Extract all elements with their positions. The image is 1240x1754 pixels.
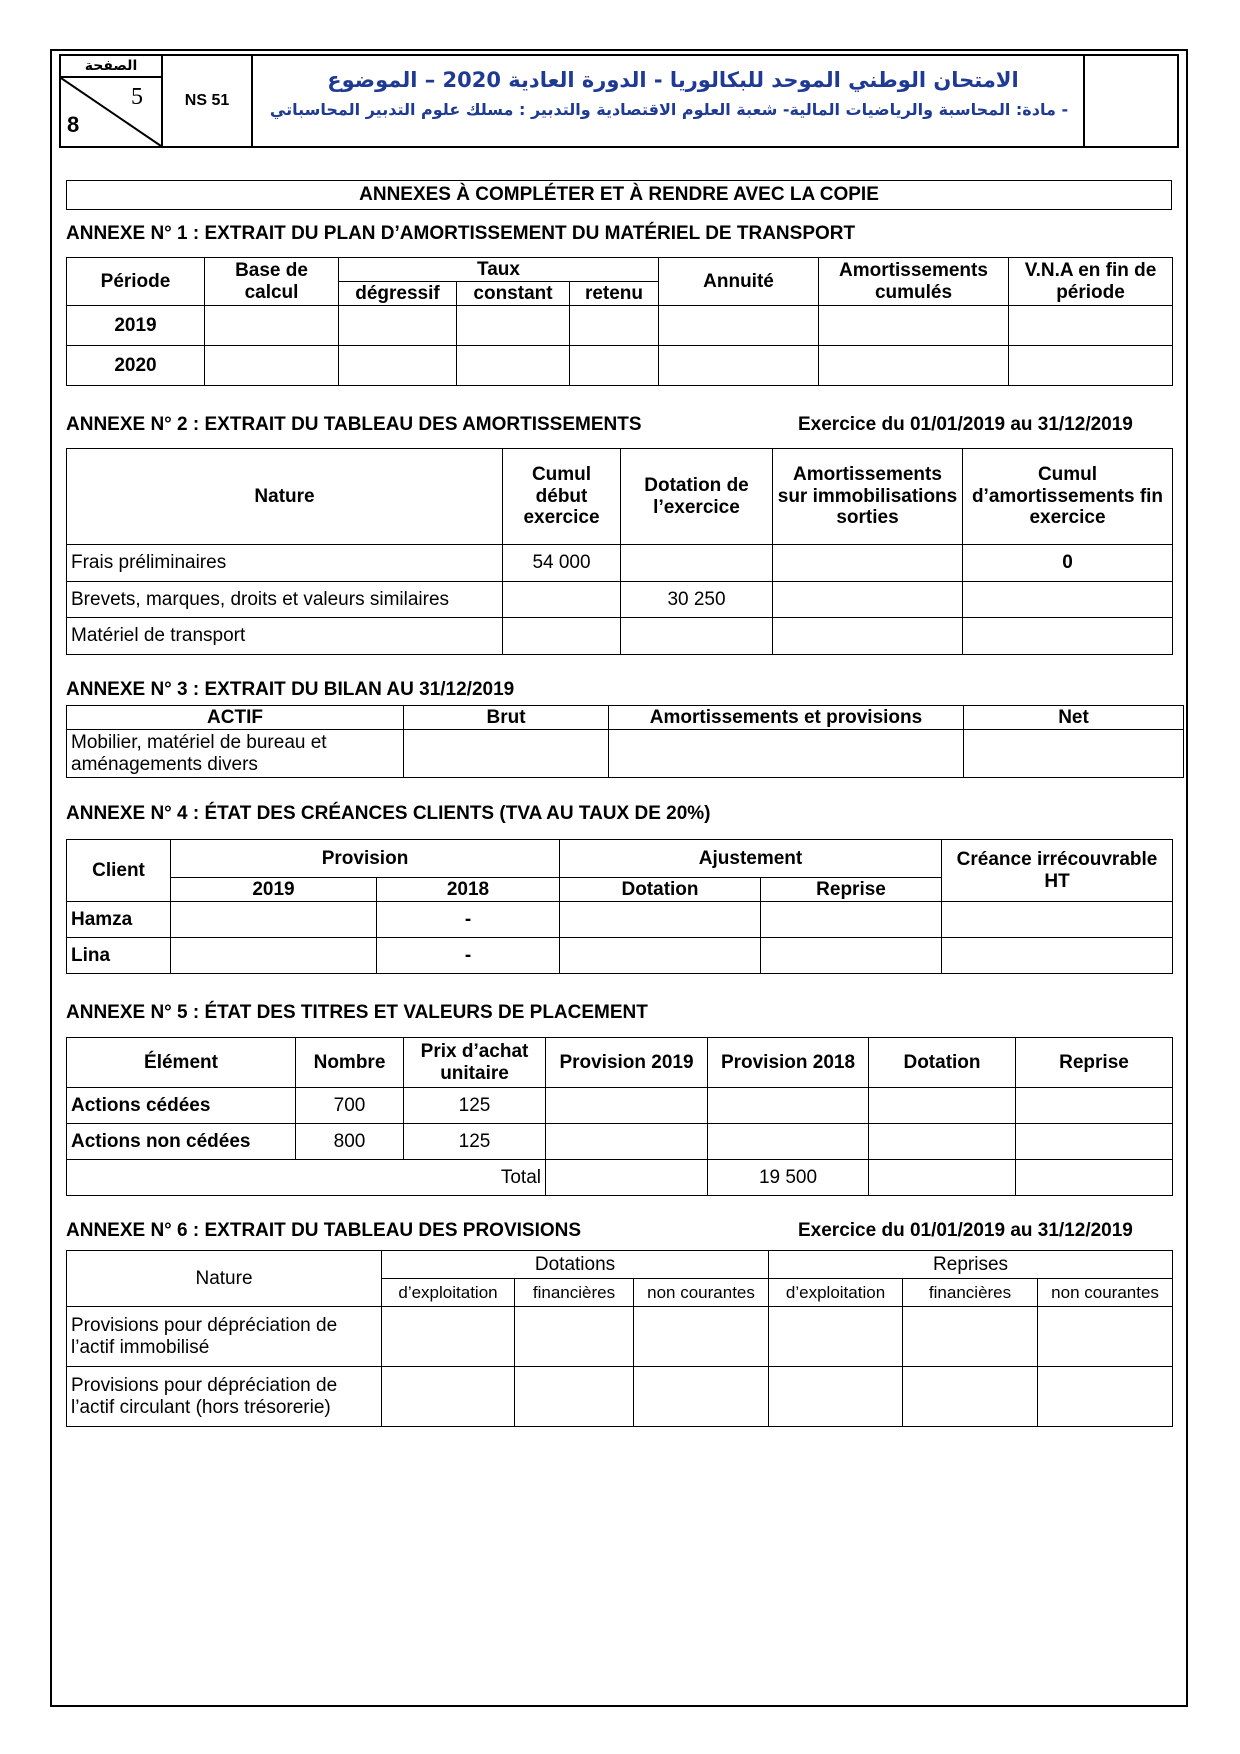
a2-cumul-debut[interactable] xyxy=(503,582,621,618)
a5-h-element: Élément xyxy=(67,1038,296,1088)
a6-row1-nature: Provisions pour dépréciation de l’actif immobilisé xyxy=(67,1307,382,1367)
a6-h-nature: Nature xyxy=(67,1251,382,1307)
a4-client: Lina xyxy=(67,938,171,974)
a5-h-prov2019: Provision 2019 xyxy=(546,1038,708,1088)
annexe2-exercice: Exercice du 01/01/2019 au 31/12/2019 xyxy=(798,414,1133,435)
table-row xyxy=(67,545,1173,582)
a2-cumul-debut: 54 000 xyxy=(503,545,621,582)
a1-cell[interactable] xyxy=(819,306,1009,346)
a1-h-constant: constant xyxy=(457,282,570,306)
annexe3-table xyxy=(66,705,1184,778)
a6-cell[interactable] xyxy=(515,1307,634,1367)
a5-cell[interactable] xyxy=(869,1088,1016,1124)
a3-amort[interactable] xyxy=(609,730,964,778)
header-title-line1: الامتحان الوطني الموحد للبكالوريا - الدورة العادية 2020 – الموضوع xyxy=(327,68,1019,92)
a1-cell[interactable] xyxy=(457,306,570,346)
a6-row2-nature: Provisions pour dépréciation de l’actif circulant (hors trésorerie) xyxy=(67,1367,382,1427)
a1-cell[interactable] xyxy=(205,306,339,346)
annexe5-table xyxy=(66,1037,1173,1196)
a5-nombre: 700 xyxy=(296,1088,404,1124)
annexe1-title: ANNEXE N° 1 : EXTRAIT DU PLAN D’AMORTISSEMENT DU MATÉRIEL DE TRANSPORT xyxy=(66,223,856,244)
a3-h-actif: ACTIF xyxy=(67,706,404,730)
a2-cumul-fin[interactable] xyxy=(963,618,1173,655)
a4-cell[interactable] xyxy=(171,902,377,938)
a4-cell[interactable] xyxy=(761,938,942,974)
annexe3-title: ANNEXE N° 3 : EXTRAIT DU BILAN AU 31/12/2019 xyxy=(66,679,515,700)
a3-h-amort: Amortissements et provisions xyxy=(609,706,964,730)
header-title-line2: - مادة: المحاسبة والرياضيات المالية- شعبة العلوم الاقتصادية والتدبير : مسلك علوم التدبير المحاسباتي xyxy=(269,100,1069,119)
a4-h-2018: 2018 xyxy=(377,878,560,902)
a5-element: Actions non cédées xyxy=(67,1124,296,1160)
table-row xyxy=(67,1160,1173,1196)
annexe6-table xyxy=(66,1250,1173,1427)
a5-total-dotation[interactable] xyxy=(869,1160,1016,1196)
a5-cell[interactable] xyxy=(708,1088,869,1124)
table-row xyxy=(67,1124,1173,1160)
a5-total-prov2018: 19 500 xyxy=(708,1160,869,1196)
a5-cell[interactable] xyxy=(1016,1124,1173,1160)
table-row xyxy=(67,306,1173,346)
a3-net[interactable] xyxy=(964,730,1184,778)
a3-actif-label xyxy=(67,730,404,778)
a1-h-retenu: retenu xyxy=(570,282,659,306)
a2-cumul-debut[interactable] xyxy=(503,618,621,655)
a6-h-reprises: Reprises xyxy=(769,1251,1173,1279)
a5-cell[interactable] xyxy=(708,1124,869,1160)
a4-h-reprise: Reprise xyxy=(761,878,942,902)
a2-h-nature: Nature xyxy=(67,449,503,545)
a1-h-degressif: dégressif xyxy=(339,282,457,306)
a5-cell[interactable] xyxy=(869,1124,1016,1160)
a4-cell[interactable] xyxy=(942,938,1173,974)
a5-total-prov2019[interactable] xyxy=(546,1160,708,1196)
annexes-banner: ANNEXES À COMPLÉTER ET À RENDRE AVEC LA COPIE xyxy=(66,180,1172,210)
a2-sorties[interactable] xyxy=(773,545,963,582)
a2-nature: Frais préliminaires xyxy=(67,545,503,582)
exam-code: NS 51 xyxy=(163,56,253,146)
a2-h-cumul-fin: Cumul d’amortissements fin exercice xyxy=(963,449,1173,545)
a5-cell[interactable] xyxy=(1016,1088,1173,1124)
a1-cell[interactable] xyxy=(659,346,819,386)
a4-client: Hamza xyxy=(67,902,171,938)
table-row xyxy=(67,582,1173,618)
annexe2-table xyxy=(66,448,1173,655)
page-box xyxy=(61,56,163,146)
a4-p2018: - xyxy=(377,902,560,938)
a1-cell[interactable] xyxy=(1009,346,1173,386)
a6-h-dot-non-courantes: non courantes xyxy=(634,1279,769,1307)
a5-h-dotation: Dotation xyxy=(869,1038,1016,1088)
table-row xyxy=(67,902,1173,938)
a6-h-rep-non-courantes: non courantes xyxy=(1038,1279,1173,1307)
a3-actif-line2: aménagements divers xyxy=(71,753,258,775)
a2-cumul-fin[interactable] xyxy=(963,582,1173,618)
a5-prix: 125 xyxy=(404,1088,546,1124)
page-number: 5 xyxy=(131,84,143,110)
a3-h-net: Net xyxy=(964,706,1184,730)
table-row xyxy=(67,1307,1173,1367)
table-row xyxy=(67,1367,1173,1427)
a4-h-client: Client xyxy=(67,840,171,902)
a2-nature: Matériel de transport xyxy=(67,618,503,655)
a1-h-vna: V.N.A en fin de période xyxy=(1009,258,1173,306)
a2-cumul-fin: 0 xyxy=(963,545,1173,582)
a2-sorties[interactable] xyxy=(773,582,963,618)
a1-cell[interactable] xyxy=(570,306,659,346)
table-row xyxy=(67,730,1184,778)
annexe6-exercice: Exercice du 01/01/2019 au 31/12/2019 xyxy=(798,1220,1133,1241)
a2-h-cumul-debut: Cumul début exercice xyxy=(503,449,621,545)
annexe2-title: ANNEXE N° 2 : EXTRAIT DU TABLEAU DES AMORTISSEMENTS xyxy=(66,414,642,435)
a2-dotation: 30 250 xyxy=(621,582,773,618)
a6-cell[interactable] xyxy=(769,1367,903,1427)
a6-h-dot-financieres: financières xyxy=(515,1279,634,1307)
a4-h-2019: 2019 xyxy=(171,878,377,902)
a6-h-dot-exploitation: d’exploitation xyxy=(382,1279,515,1307)
a1-h-base: Base de calcul xyxy=(205,258,339,306)
a4-p2018: - xyxy=(377,938,560,974)
a6-h-rep-exploitation: d’exploitation xyxy=(769,1279,903,1307)
a1-periode: 2020 xyxy=(67,346,205,386)
a6-cell[interactable] xyxy=(382,1367,515,1427)
a5-nombre: 800 xyxy=(296,1124,404,1160)
a1-cell[interactable] xyxy=(339,346,457,386)
a1-h-amort: Amortissements cumulés xyxy=(819,258,1009,306)
a1-h-taux: Taux xyxy=(339,258,659,282)
a4-cell[interactable] xyxy=(560,938,761,974)
a1-cell[interactable] xyxy=(1009,306,1173,346)
a3-actif-line1: Mobilier, matériel de bureau et xyxy=(71,731,327,753)
a6-h-rep-financieres: financières xyxy=(903,1279,1038,1307)
page-label: الصفحة xyxy=(61,56,161,78)
a1-cell[interactable] xyxy=(659,306,819,346)
a5-prix: 125 xyxy=(404,1124,546,1160)
a5-total-label: Total xyxy=(67,1160,546,1196)
a3-brut[interactable] xyxy=(404,730,609,778)
a6-cell[interactable] xyxy=(903,1307,1038,1367)
a5-total-reprise[interactable] xyxy=(1016,1160,1173,1196)
a6-cell[interactable] xyxy=(515,1367,634,1427)
a6-cell[interactable] xyxy=(382,1307,515,1367)
annexe1-table xyxy=(66,257,1173,386)
annexe6-title: ANNEXE N° 6 : EXTRAIT DU TABLEAU DES PROVISIONS xyxy=(66,1220,582,1241)
a6-cell[interactable] xyxy=(634,1307,769,1367)
a4-h-provision: Provision xyxy=(171,840,560,878)
a2-h-sorties: Amortissements sur immobilisations sorties xyxy=(773,449,963,545)
a5-h-prov2018: Provision 2018 xyxy=(708,1038,869,1088)
a5-element: Actions cédées xyxy=(67,1088,296,1124)
a5-h-prix: Prix d’achat unitaire xyxy=(404,1038,546,1088)
table-row xyxy=(67,618,1173,655)
a2-dotation[interactable] xyxy=(621,618,773,655)
a1-cell[interactable] xyxy=(457,346,570,386)
a2-nature: Brevets, marques, droits et valeurs similaires xyxy=(67,582,503,618)
a6-cell[interactable] xyxy=(769,1307,903,1367)
a4-h-dotation: Dotation xyxy=(560,878,761,902)
a1-cell[interactable] xyxy=(339,306,457,346)
a2-dotation[interactable] xyxy=(621,545,773,582)
a6-cell[interactable] xyxy=(903,1367,1038,1427)
annexe4-title: ANNEXE N° 4 : ÉTAT DES CRÉANCES CLIENTS (TVA AU TAUX DE 20%) xyxy=(66,803,711,824)
a1-h-periode: Période xyxy=(67,258,205,306)
a1-cell[interactable] xyxy=(205,346,339,386)
a1-cell[interactable] xyxy=(570,346,659,386)
a6-cell[interactable] xyxy=(1038,1367,1173,1427)
page-header xyxy=(59,54,1179,148)
a5-cell[interactable] xyxy=(546,1088,708,1124)
a5-h-reprise: Reprise xyxy=(1016,1038,1173,1088)
a4-cell[interactable] xyxy=(171,938,377,974)
table-row xyxy=(67,346,1173,386)
table-row xyxy=(67,1088,1173,1124)
a5-h-nombre: Nombre xyxy=(296,1038,404,1088)
a5-cell[interactable] xyxy=(546,1124,708,1160)
a6-h-dotations: Dotations xyxy=(382,1251,769,1279)
a6-cell[interactable] xyxy=(634,1367,769,1427)
page-total: 8 xyxy=(67,112,80,137)
a3-h-brut: Brut xyxy=(404,706,609,730)
a2-h-dotation: Dotation de l’exercice xyxy=(621,449,773,545)
a4-cell[interactable] xyxy=(560,902,761,938)
a1-h-annuite: Annuité xyxy=(659,258,819,306)
a4-cell[interactable] xyxy=(761,902,942,938)
a2-sorties[interactable] xyxy=(773,618,963,655)
a4-h-creance: Créance irrécouvrable HT xyxy=(942,840,1173,902)
a4-h-ajustement: Ajustement xyxy=(560,840,942,878)
a4-cell[interactable] xyxy=(942,902,1173,938)
annexe5-title: ANNEXE N° 5 : ÉTAT DES TITRES ET VALEURS DE PLACEMENT xyxy=(66,1002,648,1023)
a1-cell[interactable] xyxy=(819,346,1009,386)
a6-cell[interactable] xyxy=(1038,1307,1173,1367)
a1-periode: 2019 xyxy=(67,306,205,346)
annexe4-table xyxy=(66,839,1173,974)
table-row xyxy=(67,938,1173,974)
